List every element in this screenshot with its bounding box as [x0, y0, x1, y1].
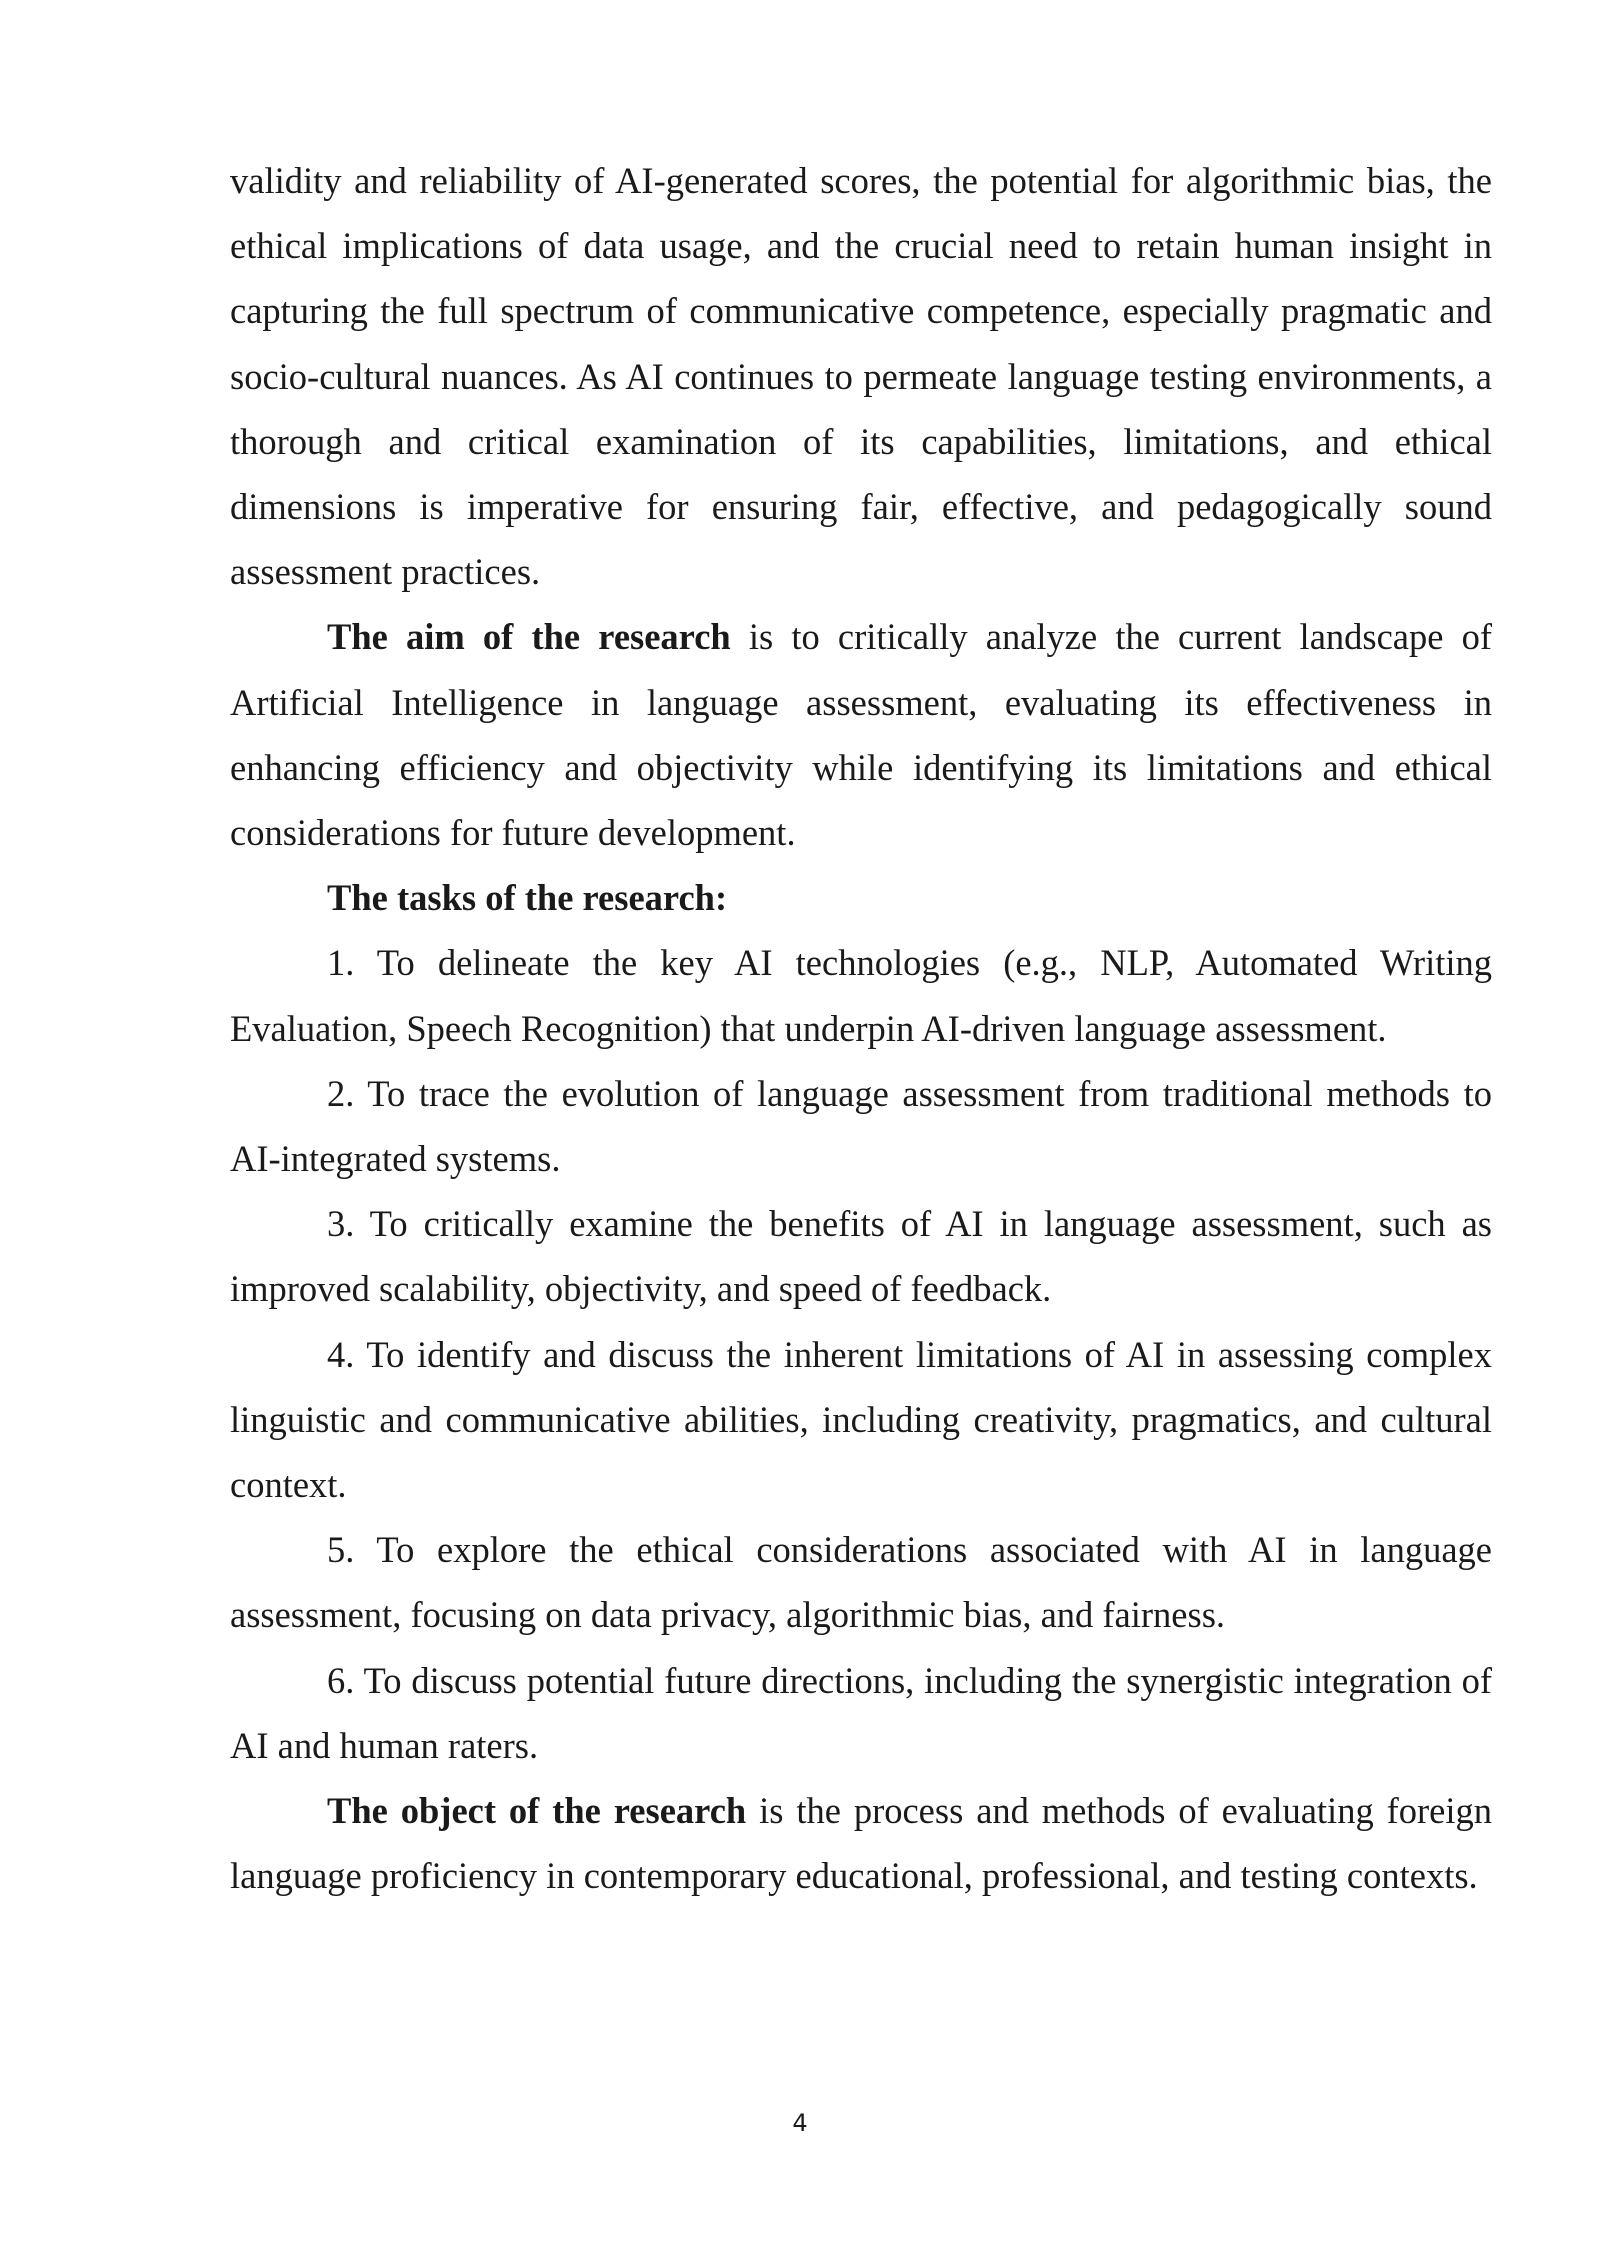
- page-number: 4: [792, 2109, 808, 2137]
- paragraph-tasks-heading: [230, 865, 1492, 930]
- paragraph-text: is to critically analyze the current landscape of Artificial Intelligence in language assessment, evaluating its effectiveness in enhancing efficiency and objectivity while identifying its limitations and ethical considerations for future development.: [230, 616, 1492, 854]
- paragraph-aim: [230, 604, 1492, 865]
- paragraph-text: 2. To trace the evolution of language assessment from traditional methods to AI-integrated systems.: [230, 1072, 1492, 1180]
- paragraph-text: 5. To explore the ethical considerations associated with AI in language assessment, focusing on data privacy, algorithmic bias, and fairness.: [230, 1529, 1492, 1636]
- aim-heading: The aim of the research: [327, 616, 731, 658]
- paragraph-text: 6. To discuss potential future directions, including the synergistic integration of AI and human raters.: [230, 1659, 1492, 1766]
- paragraph-text: validity and reliability of AI-generated scores, the potential for algorithmic bias, the ethical implications of data usage, and the crucial need to retain human insight in capturing the full spectrum of communicative competence, especially pragmatic and socio-cultural nuances. As AI continues to permeate language testing environments, a thorough and critical examination of its capabilities, limitations, and ethical dimensions is imperative for ensuring fair, effective, and pedagogically sound assessment practices.: [230, 160, 1492, 593]
- object-heading: The object of the research: [327, 1790, 747, 1832]
- paragraph-text: 1. To delineate the key AI technologies (e.g., NLP, Automated Writing Evaluation, Speech Recognition) that underpin AI-driven language assessment.: [230, 942, 1492, 1049]
- list-item-task-2: [230, 1061, 1492, 1191]
- paragraph-object: [230, 1778, 1492, 1908]
- body-text: [230, 148, 1492, 1908]
- list-item-task-5: [230, 1517, 1492, 1647]
- paragraph-text: 3. To critically examine the benefits of AI in language assessment, such as improved scalability, objectivity, and speed of feedback.: [230, 1203, 1492, 1310]
- paragraph-intro-continued: [230, 148, 1492, 604]
- paragraph-text: is the process and methods of evaluating foreign language proficiency in contemporary educational, professional, and testing contexts.: [230, 1790, 1492, 1897]
- list-item-task-1: [230, 930, 1492, 1060]
- paragraph-text: 4. To identify and discuss the inherent limitations of AI in assessing complex linguistic and communicative abilities, including creativity, pragmatics, and cultural context.: [230, 1333, 1492, 1506]
- list-item-task-3: [230, 1191, 1492, 1321]
- tasks-heading: The tasks of the research:: [327, 877, 728, 919]
- list-item-task-6: [230, 1648, 1492, 1778]
- list-item-task-4: [230, 1322, 1492, 1518]
